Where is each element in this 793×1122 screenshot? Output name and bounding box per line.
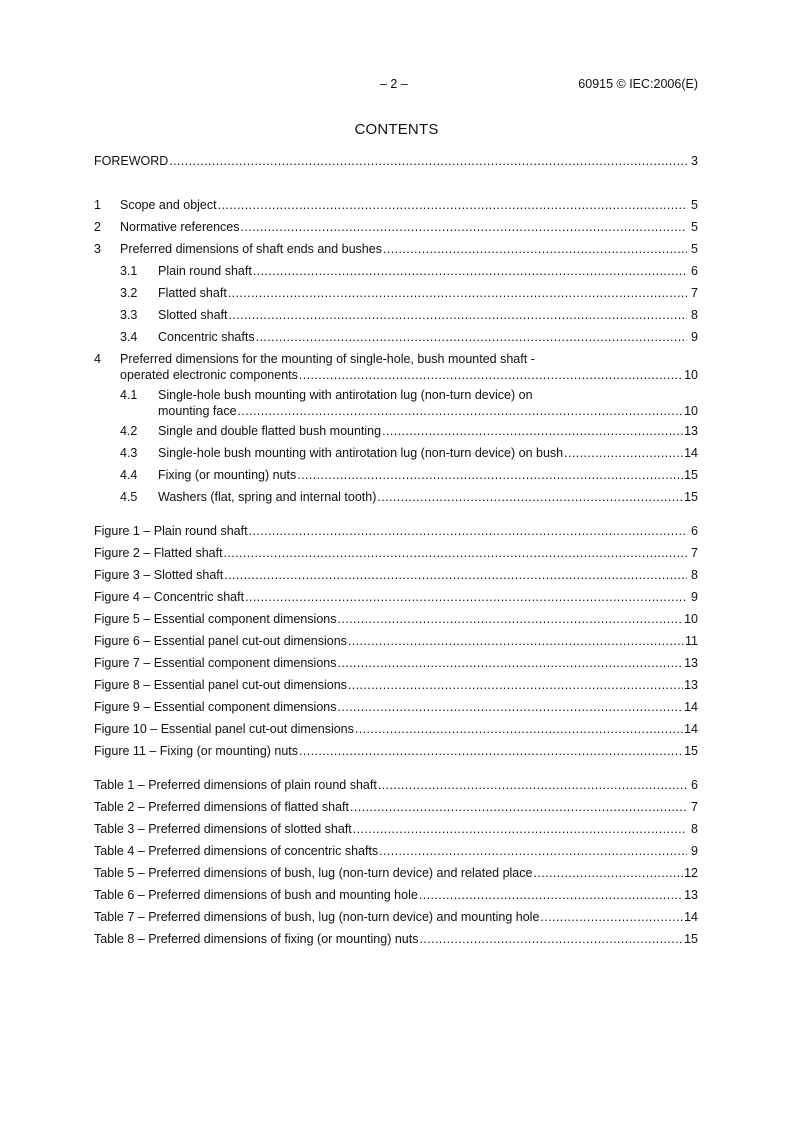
toc-page-number: 13 — [684, 424, 698, 438]
toc-entry-text: Figure 3 – Slotted shaft — [94, 568, 224, 582]
toc-page-number: 11 — [685, 634, 698, 648]
dot-leader — [169, 153, 687, 169]
dot-leader — [338, 611, 684, 627]
toc-entry-text: Figure 10 – Essential panel cut-out dimensions — [94, 722, 354, 736]
toc-page-number: 6 — [691, 778, 698, 792]
toc-page-number: 7 — [691, 286, 698, 300]
dot-leader — [224, 545, 687, 561]
toc-page-number: 8 — [691, 308, 698, 322]
toc-entry-text: Figure 1 – Plain round shaft — [94, 524, 248, 538]
dot-leader — [540, 909, 683, 925]
dot-leader — [382, 423, 683, 439]
toc-page-number: 6 — [691, 524, 698, 538]
section-number: 3 — [94, 242, 101, 256]
toc-entry-figure-10[interactable] — [94, 718, 698, 740]
toc-page-number: 13 — [684, 656, 698, 670]
dot-leader — [338, 699, 684, 715]
toc-page-number: 7 — [691, 800, 698, 814]
toc-entry-figure-9[interactable] — [94, 696, 698, 718]
dot-leader — [338, 655, 684, 671]
table-of-contents — [94, 150, 698, 950]
toc-page-number: 6 — [691, 264, 698, 278]
dot-leader — [245, 589, 687, 605]
toc-entry-section-3[interactable] — [94, 238, 698, 260]
toc-entry-figure-7[interactable] — [94, 652, 698, 674]
toc-page-number: 5 — [691, 220, 698, 234]
toc-page-number: 14 — [684, 700, 698, 714]
toc-entry-text: Figure 6 – Essential panel cut-out dimensions — [94, 634, 347, 648]
dot-leader — [297, 467, 683, 483]
section-number: 4.1 — [120, 388, 138, 402]
toc-entry-section-4[interactable] — [94, 348, 698, 384]
toc-entry-text: Single-hole bush mounting with antirotation lug (non-turn device) on — [158, 388, 533, 402]
page-header — [0, 77, 793, 93]
toc-entry-text: Washers (flat, spring and internal tooth) — [158, 490, 377, 504]
toc-entry-figure-6[interactable] — [94, 630, 698, 652]
toc-page-number: 14 — [684, 722, 698, 736]
dot-leader — [241, 219, 688, 235]
section-number: 4.4 — [120, 468, 138, 482]
toc-entry-figure-2[interactable] — [94, 542, 698, 564]
section-number: 1 — [94, 198, 101, 212]
dot-leader — [379, 843, 687, 859]
toc-entry-text: Table 4 – Preferred dimensions of concentric shafts — [94, 844, 379, 858]
toc-entry-text: Table 3 – Preferred dimensions of slotted shaft — [94, 822, 352, 836]
toc-entry-text: Table 2 – Preferred dimensions of flatted shaft — [94, 800, 350, 814]
dot-leader — [348, 633, 684, 649]
toc-entry-table-1[interactable] — [94, 774, 698, 796]
dot-leader — [348, 677, 683, 693]
dot-leader — [299, 367, 683, 383]
toc-page-number: 15 — [684, 468, 698, 482]
toc-page-number: 15 — [684, 932, 698, 946]
toc-entry-text: Preferred dimensions of shaft ends and bushes — [120, 242, 382, 256]
section-number: 2 — [94, 220, 101, 234]
toc-entry-text: Figure 4 – Concentric shaft — [94, 590, 245, 604]
toc-entry-table-7[interactable] — [94, 906, 698, 928]
toc-entry-section-4-1[interactable] — [94, 384, 698, 420]
dot-leader — [533, 865, 683, 881]
toc-entry-table-5[interactable] — [94, 862, 698, 884]
toc-entry-text-continued: operated electronic components — [120, 368, 298, 382]
toc-entry-text: Figure 9 – Essential component dimensions — [94, 700, 337, 714]
section-number: 3.2 — [120, 286, 138, 300]
toc-entry-figure-8[interactable] — [94, 674, 698, 696]
toc-entry-section-3-3[interactable] — [94, 304, 698, 326]
standard-reference: 60915 © IEC:2006(E) — [578, 77, 698, 91]
toc-entry-text: Plain round shaft — [158, 264, 252, 278]
toc-page-number: 5 — [691, 242, 698, 256]
toc-entry-text: Preferred dimensions for the mounting of single-hole, bush mounted shaft - — [120, 352, 535, 366]
dot-leader — [355, 721, 683, 737]
dot-leader — [228, 285, 687, 301]
toc-entry-section-4-3[interactable] — [94, 442, 698, 464]
toc-entry-table-4[interactable] — [94, 840, 698, 862]
dot-leader — [238, 403, 684, 419]
toc-entry-figure-3[interactable] — [94, 564, 698, 586]
toc-entry-table-6[interactable] — [94, 884, 698, 906]
toc-entry-text: Scope and object — [120, 198, 217, 212]
dot-leader — [253, 263, 687, 279]
toc-entry-text: Figure 2 – Flatted shaft — [94, 546, 223, 560]
toc-page-number: 8 — [691, 822, 698, 836]
toc-page-number: 14 — [684, 910, 698, 924]
toc-entry-section-4-2[interactable] — [94, 420, 698, 442]
toc-page-number: 10 — [684, 612, 698, 626]
dot-leader — [419, 887, 683, 903]
toc-page-number: 10 — [684, 404, 698, 418]
toc-entry-section-3-1[interactable] — [94, 260, 698, 282]
toc-page-number: 10 — [684, 368, 698, 382]
toc-entry-text: Normative references — [120, 220, 240, 234]
toc-entry-table-2[interactable] — [94, 796, 698, 818]
toc-entry-section-2[interactable] — [94, 216, 698, 238]
toc-page-number: 7 — [691, 546, 698, 560]
section-number: 3.1 — [120, 264, 138, 278]
section-number: 4.3 — [120, 446, 138, 460]
dot-leader — [299, 743, 683, 759]
toc-page-number: 14 — [684, 446, 698, 460]
section-number: 4.2 — [120, 424, 138, 438]
toc-page-number: 15 — [684, 490, 698, 504]
toc-entry-text: FOREWORD — [94, 154, 169, 168]
toc-page-number: 9 — [691, 330, 698, 344]
toc-entry-text: Concentric shafts — [158, 330, 255, 344]
toc-entry-section-4-5[interactable] — [94, 486, 698, 508]
toc-page-number: 5 — [691, 198, 698, 212]
dot-leader — [377, 489, 683, 505]
toc-entry-text: Table 8 – Preferred dimensions of fixing (or mounting) nuts — [94, 932, 419, 946]
toc-entry-text: Single and double flatted bush mounting — [158, 424, 382, 438]
toc-entry-figure-4[interactable] — [94, 586, 698, 608]
toc-entry-foreword[interactable] — [94, 150, 698, 172]
dot-leader — [256, 329, 687, 345]
toc-entry-text: Single-hole bush mounting with antirotation lug (non-turn device) on bush — [158, 446, 564, 460]
section-number: 3.3 — [120, 308, 138, 322]
dot-leader — [350, 799, 687, 815]
toc-entry-section-1[interactable] — [94, 194, 698, 216]
toc-entry-table-8[interactable] — [94, 928, 698, 950]
toc-entry-text: Figure 7 – Essential component dimensions — [94, 656, 337, 670]
toc-entry-text-continued: mounting face — [158, 404, 237, 418]
toc-page-number: 13 — [684, 678, 698, 692]
dot-leader — [419, 931, 683, 947]
toc-entry-figure-11[interactable] — [94, 740, 698, 762]
section-number: 3.4 — [120, 330, 138, 344]
toc-entry-figure-1[interactable] — [94, 520, 698, 542]
toc-entry-section-3-4[interactable] — [94, 326, 698, 348]
dot-leader — [378, 777, 687, 793]
toc-entry-text: Slotted shaft — [158, 308, 228, 322]
toc-entry-section-3-2[interactable] — [94, 282, 698, 304]
toc-page-number: 8 — [691, 568, 698, 582]
contents-title: CONTENTS — [354, 121, 439, 138]
toc-entry-section-4-4[interactable] — [94, 464, 698, 486]
toc-page-number: 15 — [684, 744, 698, 758]
dot-leader — [564, 445, 683, 461]
toc-page-number: 13 — [684, 888, 698, 902]
toc-page-number: 9 — [691, 590, 698, 604]
toc-entry-figure-5[interactable] — [94, 608, 698, 630]
dot-leader — [229, 307, 688, 323]
dot-leader — [249, 523, 687, 539]
toc-page-number: 9 — [691, 844, 698, 858]
section-number: 4.5 — [120, 490, 138, 504]
toc-entry-text: Figure 5 – Essential component dimensions — [94, 612, 337, 626]
dot-leader — [353, 821, 687, 837]
dot-leader — [218, 197, 687, 213]
toc-page-number: 12 — [684, 866, 698, 880]
page-number: – 2 – — [380, 77, 408, 91]
toc-entry-text: Fixing (or mounting) nuts — [158, 468, 297, 482]
dot-leader — [224, 567, 687, 583]
dot-leader — [383, 241, 687, 257]
toc-entry-text: Figure 8 – Essential panel cut-out dimensions — [94, 678, 347, 692]
toc-page-number: 3 — [691, 154, 698, 168]
toc-entry-text: Table 7 – Preferred dimensions of bush, lug (non-turn device) and mounting hole — [94, 910, 540, 924]
toc-entry-table-3[interactable] — [94, 818, 698, 840]
toc-entry-text: Table 1 – Preferred dimensions of plain round shaft — [94, 778, 377, 792]
section-number: 4 — [94, 352, 101, 366]
toc-entry-text: Table 5 – Preferred dimensions of bush, lug (non-turn device) and related place — [94, 866, 533, 880]
toc-entry-text: Flatted shaft — [158, 286, 227, 300]
toc-entry-text: Figure 11 – Fixing (or mounting) nuts — [94, 744, 299, 758]
toc-entry-text: Table 6 – Preferred dimensions of bush and mounting hole — [94, 888, 418, 902]
